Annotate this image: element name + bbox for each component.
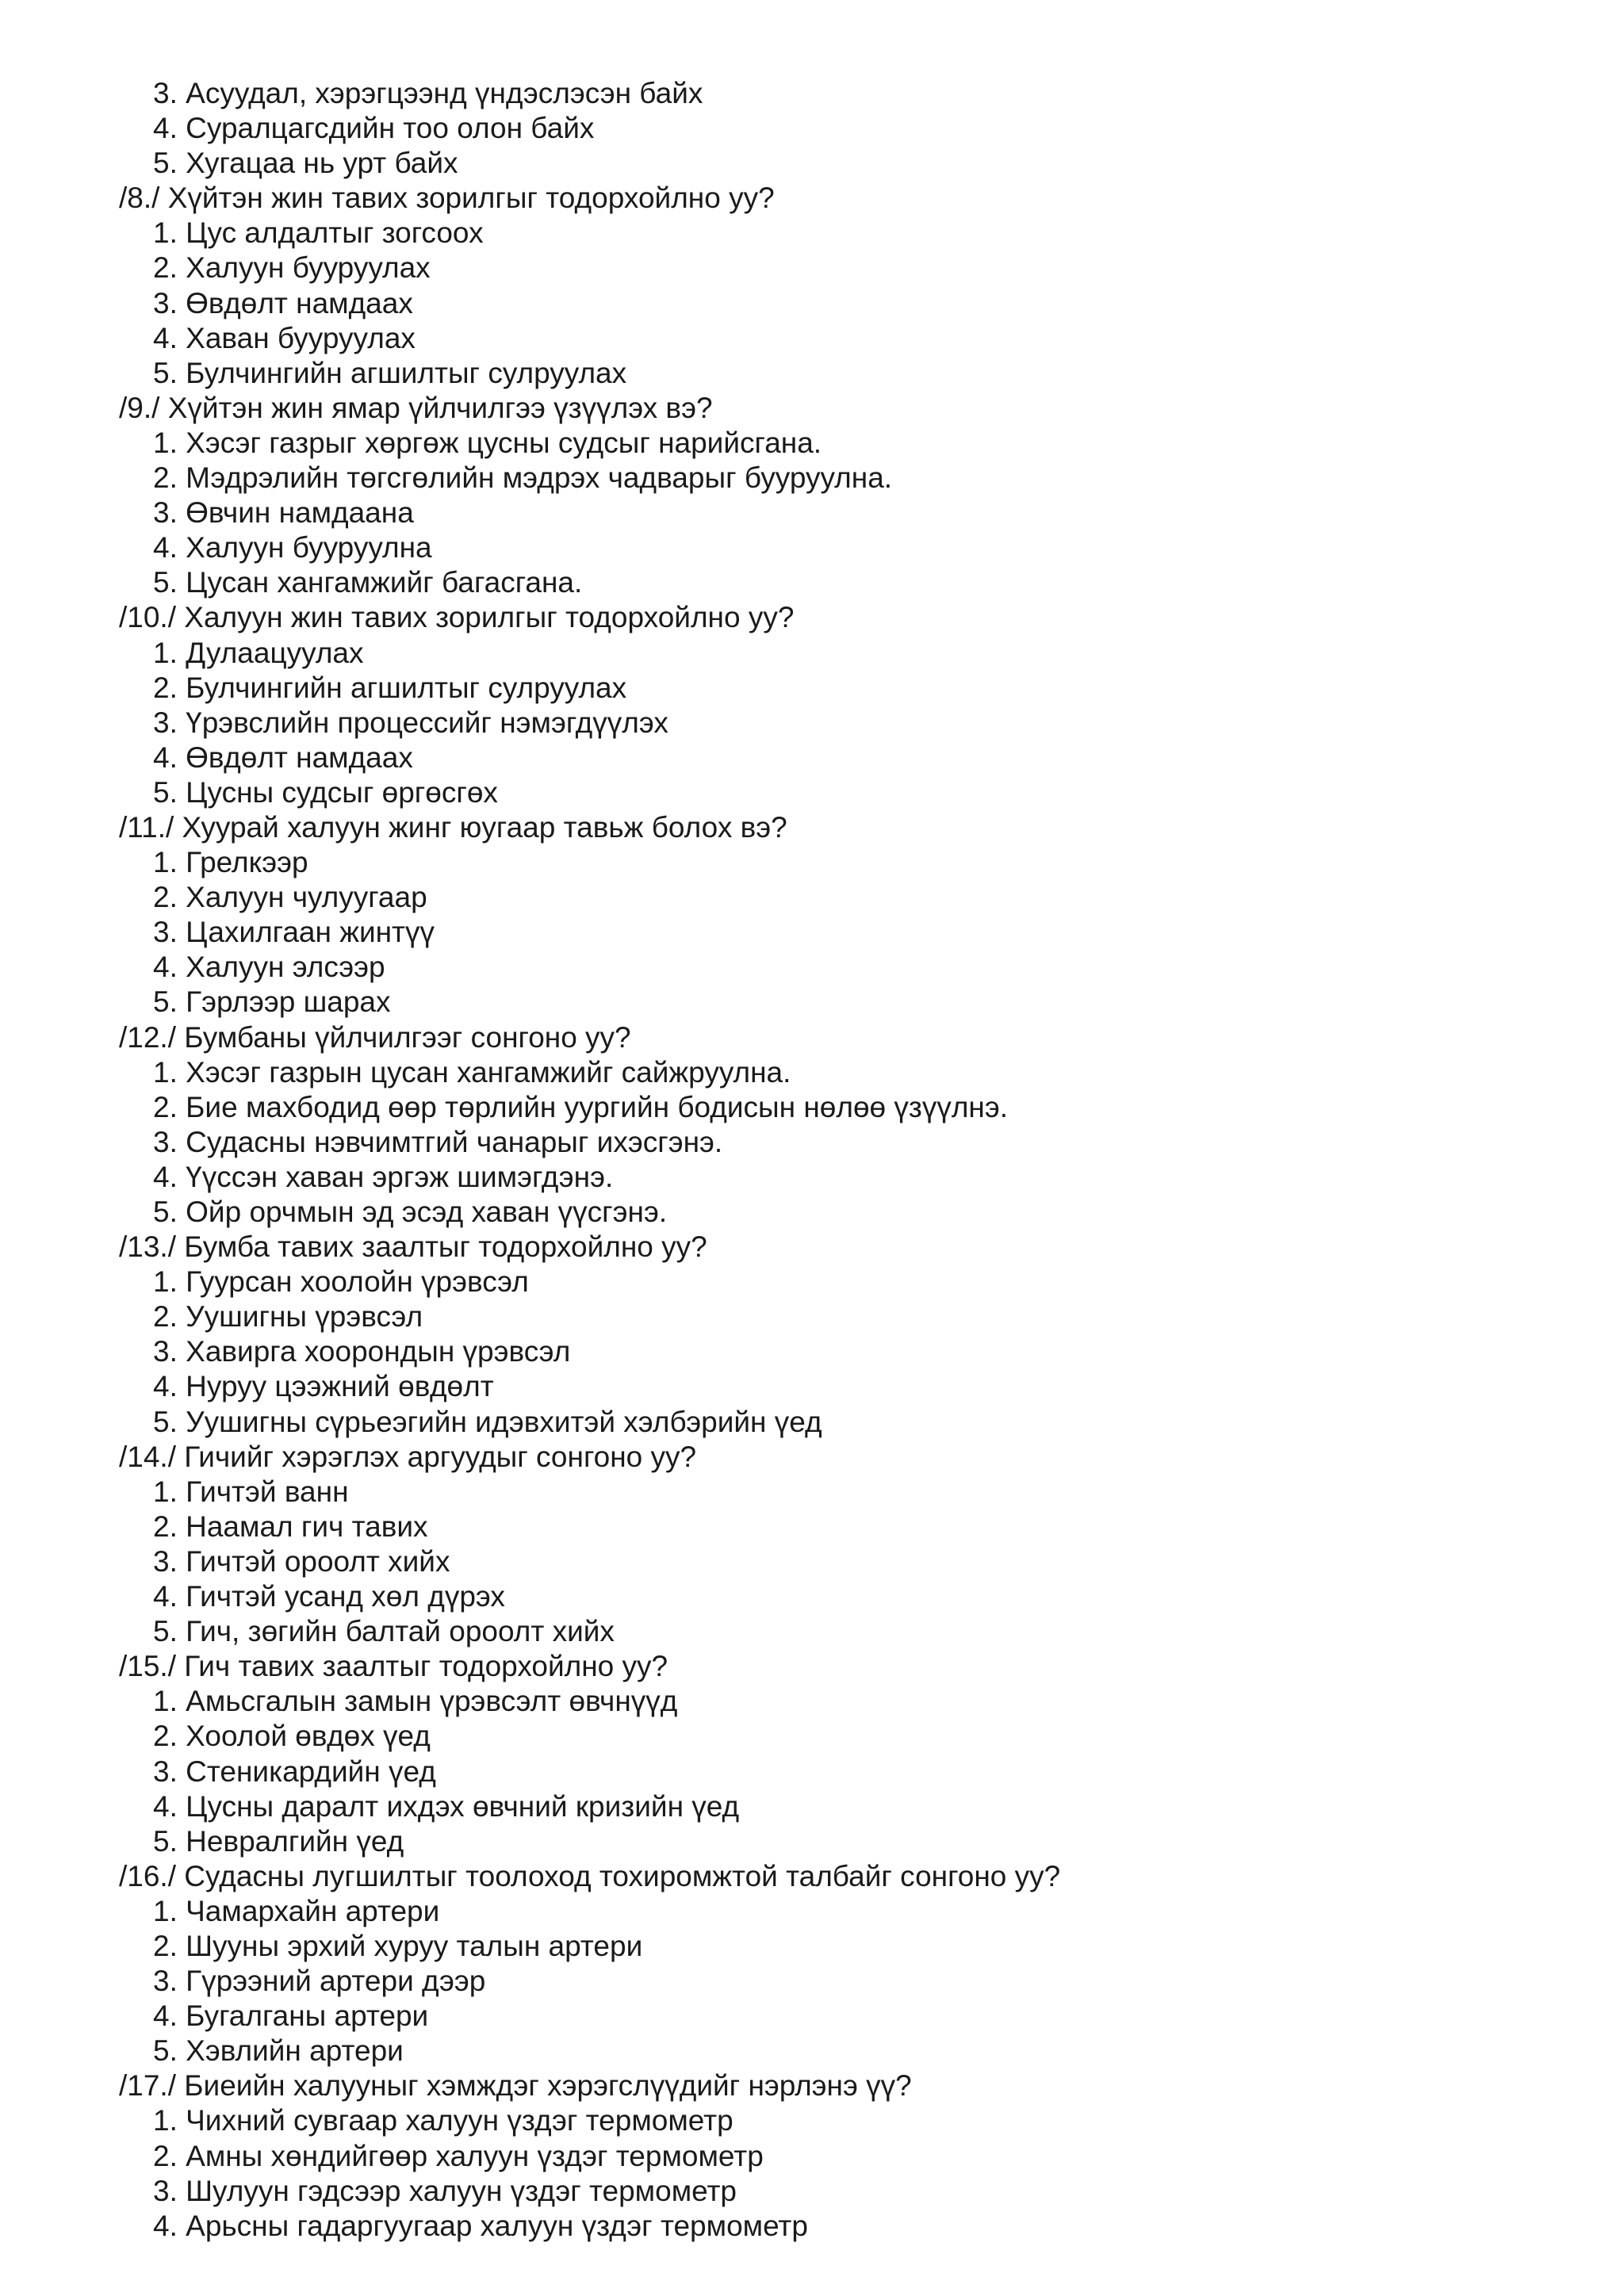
question-block xyxy=(0,1859,1624,2069)
question-block xyxy=(0,1649,1624,1859)
answer-option: 1. Грелкээр xyxy=(153,846,308,879)
question-block xyxy=(0,1440,1624,1650)
answer-option: 5. Уушигны сүрьеэгийн идэвхитэй хэлбэрийн үед xyxy=(153,1405,822,1438)
question-block xyxy=(0,2068,1624,2243)
answer-option: 4. Өвдөлт намдаах xyxy=(153,740,413,774)
answer-option: 4. Арьсны гадаргуугаар халуун үздэг термометр xyxy=(153,2209,808,2242)
question-text: /10./ Халуун жин тавих зорилгыг тодорхойлно уу? xyxy=(119,601,795,634)
question-text: /14./ Гичийг хэрэглэх аргуудыг сонгоно уу? xyxy=(119,1440,697,1473)
answer-option: 2. Мэдрэлийн төгсгөлийн мэдрэх чадварыг бууруулна. xyxy=(153,461,893,495)
question-block xyxy=(0,181,1624,391)
answer-option: 2. Амны хөндийгөөр халуун үздэг термометр xyxy=(153,2139,764,2172)
answer-option: 1. Гуурсан хоолойн үрэвсэл xyxy=(153,1265,529,1299)
document-page xyxy=(0,76,1624,2244)
answer-option: 1. Амьсгалын замын үрэвсэлт өвчнүүд xyxy=(153,1685,678,1718)
answer-option: 3. Гүрээний артери дээр xyxy=(153,1965,486,1998)
question-text: /17./ Биеийн халууныг хэмждэг хэрэгслүүдийг нэрлэнэ үү? xyxy=(119,2069,912,2103)
answer-option: 3. Өвдөлт намдаах xyxy=(153,286,413,320)
answer-option: 2. Уушигны үрэвсэл xyxy=(153,1300,423,1334)
answer-option: 4. Гичтэй усанд хөл дүрэх xyxy=(153,1580,505,1613)
answer-option: 4. Халуун элсээр xyxy=(153,951,385,984)
answer-option: 1. Гичтэй ванн xyxy=(153,1475,349,1508)
question-text: /11./ Хуурай халуун жинг юугаар тавьж болох вэ? xyxy=(119,810,787,844)
answer-option: 2. Наамал гич тавих xyxy=(153,1510,428,1543)
answer-option: 5. Хэвлийн артери xyxy=(153,2034,404,2068)
answer-option: 3. Үрэвслийн процессийг нэмэгдүүлэх xyxy=(153,706,668,739)
answer-option: 1. Чихний сувгаар халуун үздэг термометр xyxy=(153,2104,733,2137)
answer-option: 3. Хавирга хоорондын үрэвсэл xyxy=(153,1335,571,1368)
answer-option: 1. Хэсэг газрыг хөргөж цусны судсыг нарийсгана. xyxy=(153,426,822,459)
question-text: /12./ Бумбаны үйлчилгээг сонгоно уу? xyxy=(119,1020,631,1054)
answer-option: 5. Гич, зөгийн балтай ороолт хийх xyxy=(153,1615,615,1648)
question-block xyxy=(0,76,1624,181)
answer-option: 2. Халуун бууруулах xyxy=(153,251,431,285)
answer-option: 4. Суралцагсдийн тоо олон байх xyxy=(153,112,595,145)
answer-option: 3. Өвчин намдаана xyxy=(153,496,414,530)
question-block xyxy=(0,600,1624,810)
answer-option: 3. Цахилгаан жинтүү xyxy=(153,916,435,949)
answer-option: 3. Стеникардийн үед xyxy=(153,1755,436,1788)
question-text: /16./ Судасны лугшилтыг тоолоход тохиромжтой талбайг сонгоно уу? xyxy=(119,1859,1061,1892)
answer-option: 1. Хэсэг газрын цусан хангамжийг сайжруулна. xyxy=(153,1055,791,1089)
answer-option: 4. Бугалганы артери xyxy=(153,1999,429,2033)
answer-option: 3. Судасны нэвчимтгий чанарыг ихэсгэнэ. xyxy=(153,1125,723,1158)
question-text: /9./ Хүйтэн жин ямар үйлчилгээ үзүүлэх вэ? xyxy=(119,391,713,424)
answer-option: 1. Дулаацуулах xyxy=(153,636,364,669)
answer-option: 2. Халуун чулуугаар xyxy=(153,881,427,914)
answer-option: 5. Гэрлээр шарах xyxy=(153,985,391,1019)
answer-option: 4. Нуруу цээжний өвдөлт xyxy=(153,1370,494,1403)
answer-option: 4. Хаван бууруулах xyxy=(153,321,416,354)
answer-option: 4. Цусны даралт ихдэх өвчний кризийн үед xyxy=(153,1789,740,1823)
answer-option: 3. Гичтэй ороолт хийх xyxy=(153,1544,450,1578)
answer-option: 1. Чамархайн артери xyxy=(153,1894,440,1927)
answer-option: 2. Булчингийн агшилтыг сулруулах xyxy=(153,671,627,704)
answer-option: 2. Хоолой өвдөх үед xyxy=(153,1720,431,1753)
answer-option: 5. Булчингийн агшилтыг сулруулах xyxy=(153,356,627,389)
question-block xyxy=(0,1020,1624,1230)
question-block xyxy=(0,391,1624,601)
answer-option: 5. Хугацаа нь урт байх xyxy=(153,147,458,180)
answer-option: 5. Цусны судсыг өргөсгөх xyxy=(153,775,498,809)
question-text: /13./ Бумба тавих заалтыг тодорхойлно уу? xyxy=(119,1230,707,1264)
question-block xyxy=(0,1230,1624,1440)
answer-option: 5. Цусан хангамжийг багасгана. xyxy=(153,566,583,599)
question-block xyxy=(0,810,1624,1020)
answer-option: 2. Шууны эрхий хуруу талын артери xyxy=(153,1929,643,1962)
question-text: /8./ Хүйтэн жин тавих зорилгыг тодорхойлно уу? xyxy=(119,182,775,215)
answer-option: 3. Шулуун гэдсээр халуун үздэг термометр xyxy=(153,2174,737,2207)
answer-option: 2. Бие махбодид өөр төрлийн уургийн бодисын нөлөө үзүүлнэ. xyxy=(153,1090,1009,1123)
question-text: /15./ Гич тавих заалтыг тодорхойлно уу? xyxy=(119,1650,668,1683)
answer-option: 1. Цус алдалтыг зогсоох xyxy=(153,216,484,250)
answer-option: 3. Асуудал, хэрэгцээнд үндэслэсэн байх xyxy=(153,77,703,109)
answer-option: 5. Ойр орчмын эд эсэд хаван үүсгэнэ. xyxy=(153,1196,668,1228)
answer-option: 5. Невралгийн үед xyxy=(153,1824,404,1858)
answer-option: 4. Үүссэн хаван эргэж шимэгдэнэ. xyxy=(153,1160,614,1193)
answer-option: 4. Халуун бууруулна xyxy=(153,531,432,564)
